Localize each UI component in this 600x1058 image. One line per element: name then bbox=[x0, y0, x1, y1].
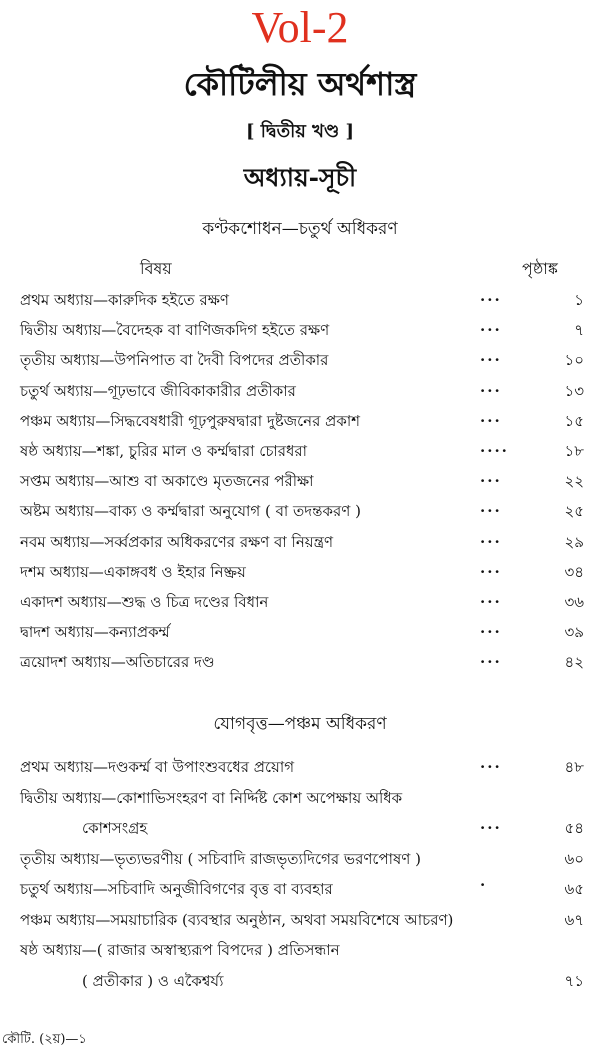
toc-entry-page: ২৫ bbox=[564, 502, 584, 521]
toc-entry-title: তৃতীয় অধ্যায়—ভৃত্যভরণীয় ( সচিবাদি রাজভৃত্যদিগের ভরণপোষণ ) bbox=[20, 849, 421, 868]
toc-entry-page: ২৯ bbox=[564, 532, 584, 551]
toc-entry-page: ৬৫ bbox=[564, 880, 584, 898]
toc-entry-title: পঞ্চম অধ্যায়—সিদ্ধবেষধারী গূঢ়পুরুষদ্বারা দুষ্টজনের প্রকাশ bbox=[20, 411, 361, 430]
toc-entry-leader: .... bbox=[480, 438, 509, 456]
toc-entry-title: অষ্টম অধ্যায়—বাক্য ও কর্ম্মদ্বারা অনুযোগ ( বা তদন্তকরণ ) bbox=[20, 502, 361, 521]
toc-entry-title: নবম অধ্যায়—সর্ব্বপ্রকার অধিকরণের রক্ষণ বা নিয়ন্ত্রণ bbox=[20, 532, 334, 551]
footer: কৌটি. (২য়)—১ bbox=[2, 1032, 87, 1047]
section-heading: কণ্টকশোধন—চতুর্থ অধিকরণ bbox=[202, 219, 398, 239]
toc-entry-leader: ... bbox=[480, 558, 502, 577]
toc-entry-title: দশম অধ্যায়—একাঙ্গবধ ও ইহার নিষ্ক্রয় bbox=[20, 562, 246, 581]
toc-entry-page: ৩৪ bbox=[564, 562, 584, 581]
toc-entry-title: দ্বিতীয় অধ্যায়—বৈদেহক বা বাণিজকদিগ হইতে রক্ষণ bbox=[20, 321, 330, 340]
toc-entry-title: ( প্রতীকার ) ও একৈশ্বর্য্য bbox=[82, 971, 224, 990]
toc-entry-page: ৬৭ bbox=[564, 910, 584, 929]
toc-entry-leader: · bbox=[480, 876, 488, 894]
toc-entry-leader: ... bbox=[480, 287, 502, 305]
toc-entry-page: ৪৮ bbox=[564, 758, 584, 776]
toc-entry-leader: ... bbox=[480, 317, 502, 336]
toc-entry-leader: ... bbox=[480, 407, 502, 426]
toc-entry-page: ১৮ bbox=[564, 442, 584, 460]
toc-entry-title: ষষ্ঠ অধ্যায়—শঙ্কা, চুরির মাল ও কর্ম্মদ্বারা চোরধরা bbox=[20, 442, 308, 460]
toc-entry-title: প্রথম অধ্যায়—কারুদিক হইতে রক্ষণ bbox=[20, 291, 229, 309]
toc-entry-title: ত্রয়োদশ অধ্যায়—অতিচারের দণ্ড bbox=[20, 653, 215, 672]
toc-entry-leader: ... bbox=[480, 754, 502, 772]
toc-entry-leader: ... bbox=[480, 649, 502, 668]
toc-entry-page: ২২ bbox=[564, 472, 584, 491]
toc-entry-leader: ... bbox=[480, 468, 502, 487]
toc-entry-page: ৫৪ bbox=[564, 819, 584, 837]
toc-entry bbox=[20, 844, 584, 874]
column-header-page: পৃষ্ঠাঙ্ক bbox=[522, 259, 558, 278]
book-title: কৌটিলীয় অর্থশাস্ত্র bbox=[183, 65, 417, 103]
toc-entry-title: সপ্তম অধ্যায়—আশু বা অকাণ্ডে মৃতজনের পরীক্ষা bbox=[20, 472, 314, 491]
toc-entry bbox=[20, 874, 584, 904]
section-heading: যোগবৃত্ত—পঞ্চম অধিকরণ bbox=[213, 714, 387, 734]
toc-entry-title: চতুর্থ অধ্যায়—সচিবাদি অনুজীবিগণের বৃত্ত বা ব্যবহার bbox=[20, 880, 333, 898]
toc-entry-leader: ... bbox=[480, 619, 502, 638]
toc-entry-page: ১০ bbox=[564, 351, 584, 370]
toc-entry-leader: ... bbox=[480, 815, 502, 833]
toc-entry bbox=[20, 783, 584, 813]
toc-entry-page: ৬০ bbox=[564, 849, 584, 868]
toc-heading: অধ্যায়-সূচী bbox=[243, 163, 357, 192]
toc-entry bbox=[20, 752, 584, 782]
toc-entry bbox=[20, 966, 584, 996]
column-header-subject: বিষয় bbox=[140, 259, 172, 278]
toc-entry-page: ৩৯ bbox=[564, 623, 584, 642]
toc-entry-leader: ... bbox=[480, 377, 502, 396]
toc-entry-page: ৩৬ bbox=[564, 593, 584, 611]
toc-entry-title: একাদশ অধ্যায়—শুদ্ধ ও চিত্র দণ্ডের বিধান bbox=[20, 593, 269, 611]
toc-entry-leader: ... bbox=[480, 589, 502, 607]
toc-entry bbox=[20, 813, 584, 843]
toc-entry-title: দ্বাদশ অধ্যায়—কন্যাপ্রকর্ম্ম bbox=[20, 623, 170, 642]
toc-entry-title: পঞ্চম অধ্যায়—সময়াচারিক (ব্যবস্থার অনুষ্ঠান, অথবা সময়বিশেষে আচরণ) bbox=[20, 910, 454, 929]
toc-entry bbox=[20, 647, 584, 677]
toc-entry-title: চতুর্থ অধ্যায়—গূঢ়ভাবে জীবিকাকারীর প্রতীকার bbox=[20, 381, 296, 400]
toc-entry-page: ১ bbox=[574, 291, 584, 309]
toc-entry bbox=[20, 935, 584, 965]
toc-entry-page: ১৩ bbox=[564, 381, 584, 400]
toc-entry bbox=[20, 905, 584, 935]
toc-entry-page: ৭ bbox=[574, 321, 584, 340]
toc-entry-title: কোশসংগ্রহ bbox=[82, 819, 148, 837]
toc-entry-page: ৪২ bbox=[564, 653, 584, 672]
toc-entry-title: প্রথম অধ্যায়—দণ্ডকর্ম্ম বা উপাংশুবধের প্রয়োগ bbox=[20, 758, 295, 776]
toc-entry-leader: ... bbox=[480, 498, 502, 517]
toc-entry-leader: ... bbox=[480, 347, 502, 366]
toc-entry-title: দ্বিতীয় অধ্যায়—কোশাভিসংহরণ বা নির্দ্দিষ্ট কোশ অপেক্ষায় অধিক bbox=[20, 788, 403, 807]
part-label: [ দ্বিতীয় খণ্ড ] bbox=[245, 121, 355, 142]
toc-entry-page: ৭১ bbox=[564, 971, 584, 990]
volume-label: Vol-2 bbox=[251, 3, 349, 52]
toc-entry-title: ষষ্ঠ অধ্যায়—( রাজার অস্বাস্থ্যরূপ বিপদের ) প্রতিসন্ধান bbox=[20, 941, 340, 959]
toc-entry-title: তৃতীয় অধ্যায়—উপনিপাত বা দৈবী বিপদের প্রতীকার bbox=[20, 351, 329, 370]
toc-entry-leader: ... bbox=[480, 528, 502, 547]
toc-entry-page: ১৫ bbox=[564, 411, 584, 430]
